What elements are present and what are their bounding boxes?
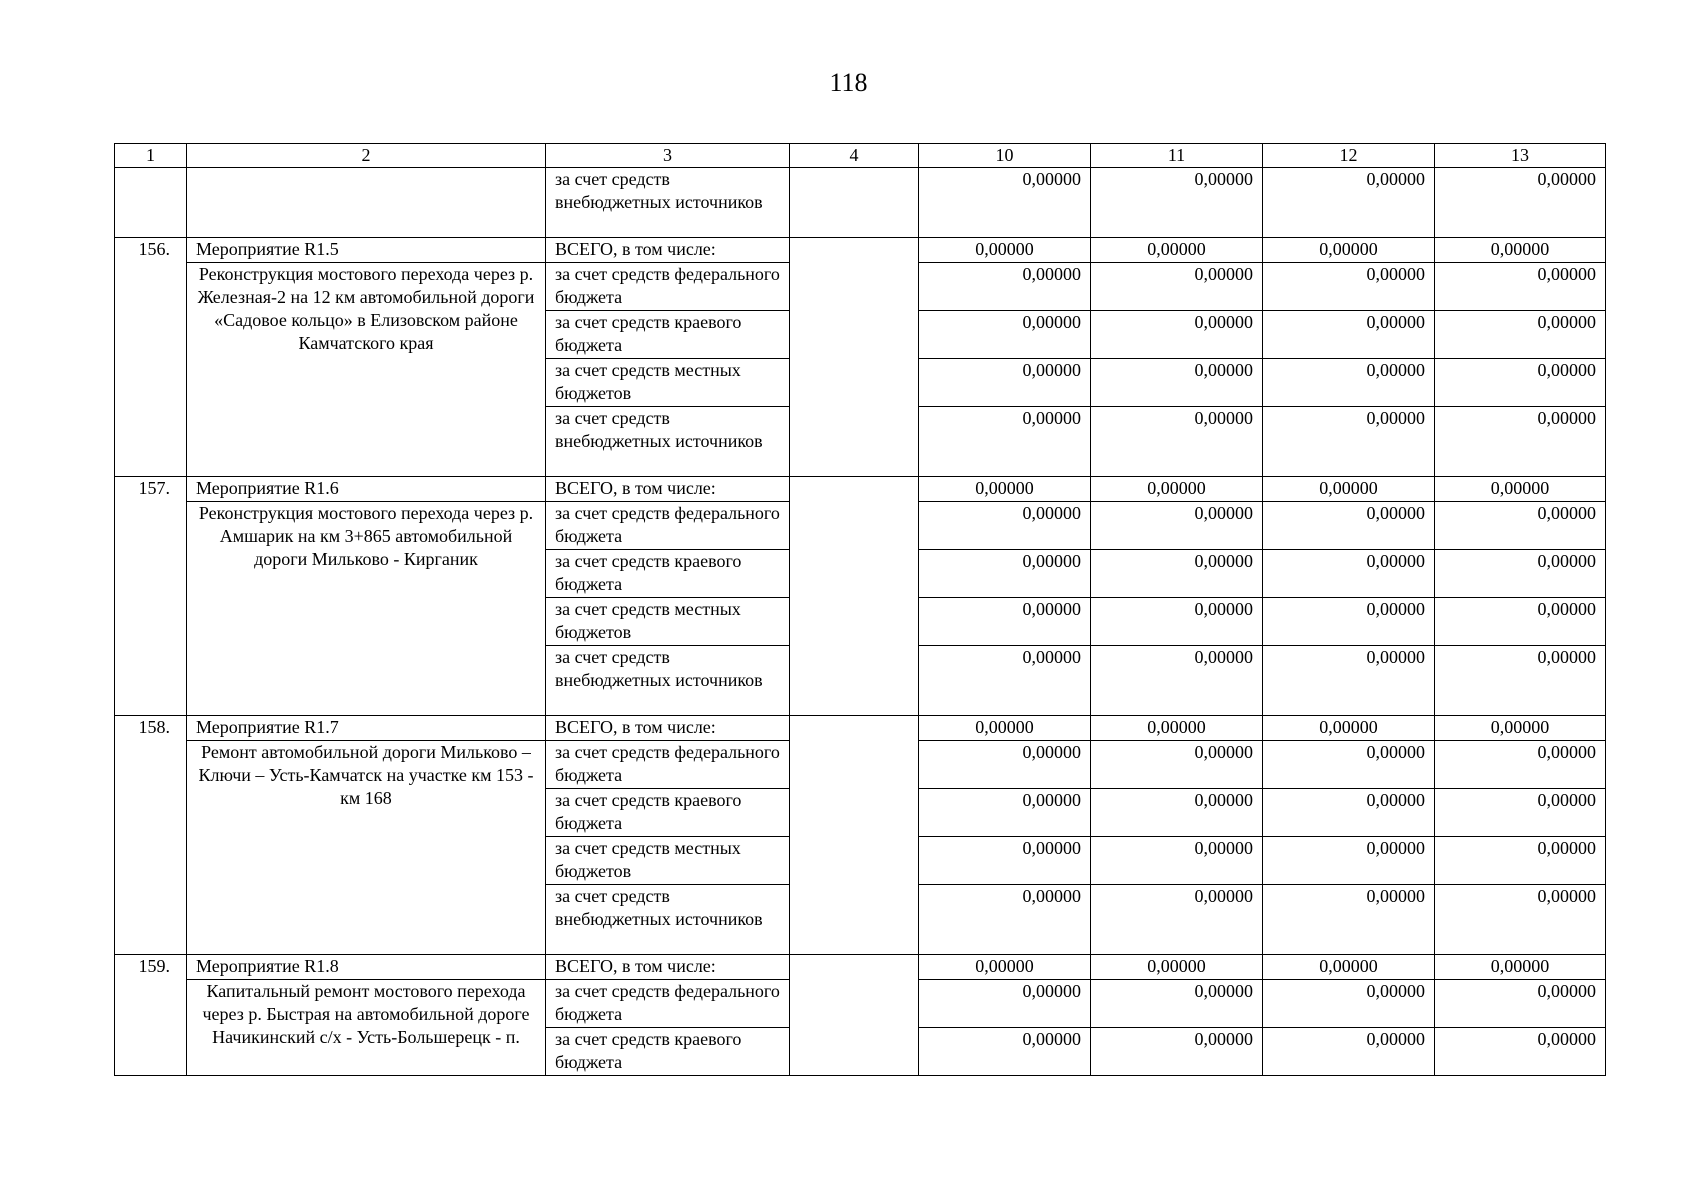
activity-description: Капитальный ремонт мостового перехода через р. Быстрая на автомобильной дороге Начикинский с/х - Усть-Большерецк - п.: [187, 980, 546, 1076]
value-cell: 0,00000: [1435, 646, 1606, 716]
value-cell: 0,00000: [919, 598, 1091, 646]
total-value-cell: 0,00000: [1091, 238, 1263, 263]
value-cell: 0,00000: [1091, 359, 1263, 407]
activity-total-row: [115, 238, 1606, 263]
funding-source-label: за счет средств местных бюджетов: [546, 837, 790, 885]
value-cell: 0,00000: [1091, 311, 1263, 359]
activity-total-row: [115, 477, 1606, 502]
value-cell: 0,00000: [1091, 263, 1263, 311]
total-value-cell: 0,00000: [1435, 716, 1606, 741]
value-cell: 0,00000: [1435, 168, 1606, 238]
total-value-cell: 0,00000: [1091, 955, 1263, 980]
column-header: 1: [115, 144, 187, 168]
value-cell: 0,00000: [1435, 263, 1606, 311]
empty-description-cell: [187, 168, 546, 238]
value-cell: 0,00000: [919, 311, 1091, 359]
value-cell: 0,00000: [1435, 980, 1606, 1028]
funding-source-label: за счет средств федерального бюджета: [546, 263, 790, 311]
column-header: 12: [1263, 144, 1435, 168]
activity-number: 156.: [115, 238, 187, 477]
value-cell: 0,00000: [1435, 407, 1606, 477]
value-cell: 0,00000: [1263, 598, 1435, 646]
value-cell: 0,00000: [1091, 550, 1263, 598]
total-label: ВСЕГО, в том числе:: [546, 955, 790, 980]
value-cell: 0,00000: [1091, 598, 1263, 646]
funding-source-label: за счет средств краевого бюджета: [546, 789, 790, 837]
activity-description: Ремонт автомобильной дороги Мильково – Ключи – Усть-Камчатск на участке км 153 - км 168: [187, 741, 546, 955]
value-cell: 0,00000: [1091, 885, 1263, 955]
funding-source-label: за счет средств внебюджетных источников: [546, 168, 790, 238]
activity-title: Мероприятие R1.8: [187, 955, 546, 980]
activity-total-row: [115, 955, 1606, 980]
funding-source-label: за счет средств внебюджетных источников: [546, 407, 790, 477]
column-number-row: [115, 144, 1606, 168]
value-cell: 0,00000: [919, 550, 1091, 598]
column-header: 4: [790, 144, 919, 168]
value-cell: 0,00000: [919, 502, 1091, 550]
funding-source-label: за счет средств внебюджетных источников: [546, 646, 790, 716]
activity-number: 159.: [115, 955, 187, 1076]
total-value-cell: 0,00000: [919, 238, 1091, 263]
activity-number: 158.: [115, 716, 187, 955]
activity-title: Мероприятие R1.5: [187, 238, 546, 263]
column-header: 13: [1435, 144, 1606, 168]
empty-number-cell: [115, 168, 187, 238]
total-value-cell: 0,00000: [919, 477, 1091, 502]
funding-source-label: за счет средств краевого бюджета: [546, 1028, 790, 1076]
page-number: 118: [829, 68, 868, 97]
value-cell: 0,00000: [1435, 311, 1606, 359]
value-cell: 0,00000: [919, 741, 1091, 789]
empty-col4-cell: [790, 955, 919, 1076]
value-cell: 0,00000: [1091, 407, 1263, 477]
funding-source-label: за счет средств местных бюджетов: [546, 359, 790, 407]
value-cell: 0,00000: [1263, 1028, 1435, 1076]
column-header: 10: [919, 144, 1091, 168]
value-cell: 0,00000: [1435, 502, 1606, 550]
empty-col4-cell: [790, 168, 919, 238]
empty-col4-cell: [790, 716, 919, 955]
column-header: 2: [187, 144, 546, 168]
value-cell: 0,00000: [1435, 598, 1606, 646]
total-value-cell: 0,00000: [1263, 477, 1435, 502]
value-cell: 0,00000: [1263, 168, 1435, 238]
total-value-cell: 0,00000: [1435, 477, 1606, 502]
total-label: ВСЕГО, в том числе:: [546, 238, 790, 263]
value-cell: 0,00000: [1263, 263, 1435, 311]
total-value-cell: 0,00000: [1435, 238, 1606, 263]
funding-source-label: за счет средств местных бюджетов: [546, 598, 790, 646]
funding-source-label: за счет средств краевого бюджета: [546, 550, 790, 598]
value-cell: 0,00000: [1263, 550, 1435, 598]
value-cell: 0,00000: [919, 837, 1091, 885]
value-cell: 0,00000: [1091, 646, 1263, 716]
total-value-cell: 0,00000: [919, 955, 1091, 980]
value-cell: 0,00000: [1263, 789, 1435, 837]
total-value-cell: 0,00000: [1435, 955, 1606, 980]
total-value-cell: 0,00000: [919, 716, 1091, 741]
total-value-cell: 0,00000: [1091, 716, 1263, 741]
value-cell: 0,00000: [1091, 980, 1263, 1028]
total-label: ВСЕГО, в том числе:: [546, 716, 790, 741]
value-cell: 0,00000: [919, 885, 1091, 955]
value-cell: 0,00000: [1435, 837, 1606, 885]
value-cell: 0,00000: [1091, 789, 1263, 837]
funding-source-label: за счет средств внебюджетных источников: [546, 885, 790, 955]
value-cell: 0,00000: [1091, 168, 1263, 238]
value-cell: 0,00000: [1435, 885, 1606, 955]
value-cell: 0,00000: [919, 359, 1091, 407]
continuation-row: [115, 168, 1606, 238]
activity-title: Мероприятие R1.7: [187, 716, 546, 741]
value-cell: 0,00000: [1263, 407, 1435, 477]
column-header: 11: [1091, 144, 1263, 168]
value-cell: 0,00000: [1435, 789, 1606, 837]
value-cell: 0,00000: [919, 407, 1091, 477]
budget-table: [114, 143, 1606, 1076]
column-header: 3: [546, 144, 790, 168]
activity-total-row: [115, 716, 1606, 741]
value-cell: 0,00000: [1263, 885, 1435, 955]
total-value-cell: 0,00000: [1263, 238, 1435, 263]
funding-source-label: за счет средств федерального бюджета: [546, 741, 790, 789]
value-cell: 0,00000: [1435, 359, 1606, 407]
value-cell: 0,00000: [1091, 502, 1263, 550]
activity-number: 157.: [115, 477, 187, 716]
value-cell: 0,00000: [1263, 837, 1435, 885]
total-label: ВСЕГО, в том числе:: [546, 477, 790, 502]
value-cell: 0,00000: [919, 263, 1091, 311]
value-cell: 0,00000: [1263, 502, 1435, 550]
empty-col4-cell: [790, 238, 919, 477]
funding-source-label: за счет средств краевого бюджета: [546, 311, 790, 359]
total-value-cell: 0,00000: [1263, 955, 1435, 980]
value-cell: 0,00000: [1263, 311, 1435, 359]
value-cell: 0,00000: [1263, 980, 1435, 1028]
activity-description: Реконструкция мостового перехода через р. Железная-2 на 12 км автомобильной дороги «Садовое кольцо» в Елизовском районе Камчатского края: [187, 263, 546, 477]
value-cell: 0,00000: [1435, 1028, 1606, 1076]
activity-description: Реконструкция мостового перехода через р. Амшарик на км 3+865 автомобильной дороги Мильково - Кирганик: [187, 502, 546, 716]
value-cell: 0,00000: [1091, 837, 1263, 885]
value-cell: 0,00000: [1263, 359, 1435, 407]
value-cell: 0,00000: [919, 168, 1091, 238]
activity-title: Мероприятие R1.6: [187, 477, 546, 502]
value-cell: 0,00000: [1435, 741, 1606, 789]
total-value-cell: 0,00000: [1263, 716, 1435, 741]
value-cell: 0,00000: [1263, 646, 1435, 716]
value-cell: 0,00000: [1263, 741, 1435, 789]
funding-source-label: за счет средств федерального бюджета: [546, 502, 790, 550]
value-cell: 0,00000: [919, 646, 1091, 716]
empty-col4-cell: [790, 477, 919, 716]
value-cell: 0,00000: [919, 980, 1091, 1028]
value-cell: 0,00000: [919, 789, 1091, 837]
value-cell: 0,00000: [1091, 741, 1263, 789]
table-body: [115, 144, 1606, 1076]
value-cell: 0,00000: [1091, 1028, 1263, 1076]
total-value-cell: 0,00000: [1091, 477, 1263, 502]
value-cell: 0,00000: [1435, 550, 1606, 598]
funding-source-label: за счет средств федерального бюджета: [546, 980, 790, 1028]
value-cell: 0,00000: [919, 1028, 1091, 1076]
